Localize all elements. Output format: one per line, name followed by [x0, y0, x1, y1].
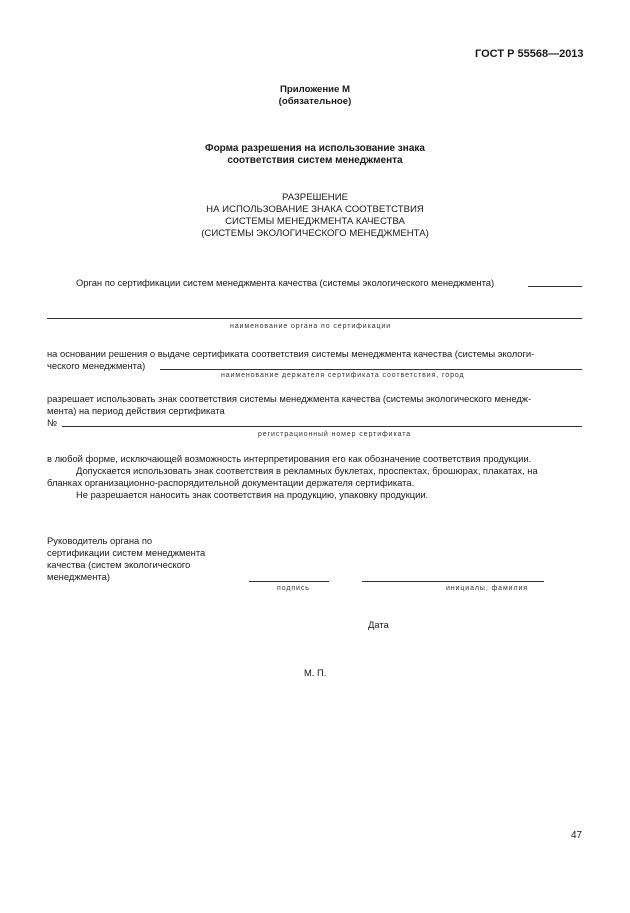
name-caption: инициалы, фамилия — [446, 585, 528, 592]
permits-line1: разрешает использовать знак соответствия системы менеджмента качества (системы экологического менедж- — [47, 393, 532, 404]
page-number: 47 — [571, 830, 583, 841]
number-sign: № — [47, 417, 58, 428]
head-line4: менеджмента) — [47, 571, 110, 582]
signature-caption: подпись — [277, 585, 310, 592]
holder-fill-line — [160, 369, 582, 370]
signature-line — [249, 581, 329, 582]
allowed-line2: бланках организационно-распорядительной документации держателя сертификата. — [47, 477, 415, 488]
head-line2: сертификации систем менеджмента — [47, 547, 206, 558]
head-line1: Руководитель органа по — [47, 535, 153, 546]
appendix-status: (обязательное) — [278, 96, 352, 107]
organ-fill-line — [528, 286, 582, 287]
stamp-label: М. П. — [304, 667, 327, 678]
allowed-line1: Допускается использовать знак соответствия в рекламных буклетах, проспектах, брошюрах, плакатах, на — [76, 465, 538, 476]
organ-name-line — [47, 318, 582, 319]
form-title-line1: Форма разрешения на использование знака — [205, 143, 425, 154]
name-line — [362, 581, 544, 582]
permit-heading-line3: СИСТЕМЫ МЕНЕДЖМЕНТА КАЧЕСТВА — [225, 216, 405, 227]
standard-code: ГОСТ Р 55568—2013 — [475, 48, 584, 60]
basis-line1: на основании решения о выдаче сертификата соответствия системы менеджмента качества (системы экологи- — [47, 348, 535, 359]
head-line3: качества (систем экологического — [47, 559, 191, 570]
forbidden-line: Не разрешается наносить знак соответствия на продукцию, упаковку продукции. — [76, 489, 429, 500]
organ-caption: наименование органа по сертификации — [230, 323, 392, 330]
number-caption: регистрационный номер сертификата — [258, 431, 412, 438]
organ-line: Орган по сертификации систем менеджмента качества (системы экологического менеджмента) — [76, 277, 495, 288]
holder-caption: наименование держателя сертификата соответствия, город — [221, 372, 465, 379]
basis-line2: ческого менеджмента) — [47, 360, 146, 371]
permit-heading-line1: РАЗРЕШЕНИЕ — [281, 192, 349, 203]
number-fill-line — [62, 426, 582, 427]
permit-heading-line4: (СИСТЕМЫ ЭКОЛОГИЧЕСКОГО МЕНЕДЖМЕНТА) — [201, 228, 429, 239]
permits-line2: мента) на период действия сертификата — [47, 405, 225, 416]
form-title-line2: соответствия систем менеджмента — [227, 155, 403, 166]
date-label: Дата — [368, 619, 389, 630]
appendix-title: Приложение М — [279, 84, 351, 95]
permit-heading-line2: НА ИСПОЛЬЗОВАНИЕ ЗНАКА СООТВЕТСТВИЯ — [206, 204, 424, 215]
form-line: в любой форме, исключающей возможность интерпретирования его как обозначение соответствия продукции. — [47, 453, 532, 464]
